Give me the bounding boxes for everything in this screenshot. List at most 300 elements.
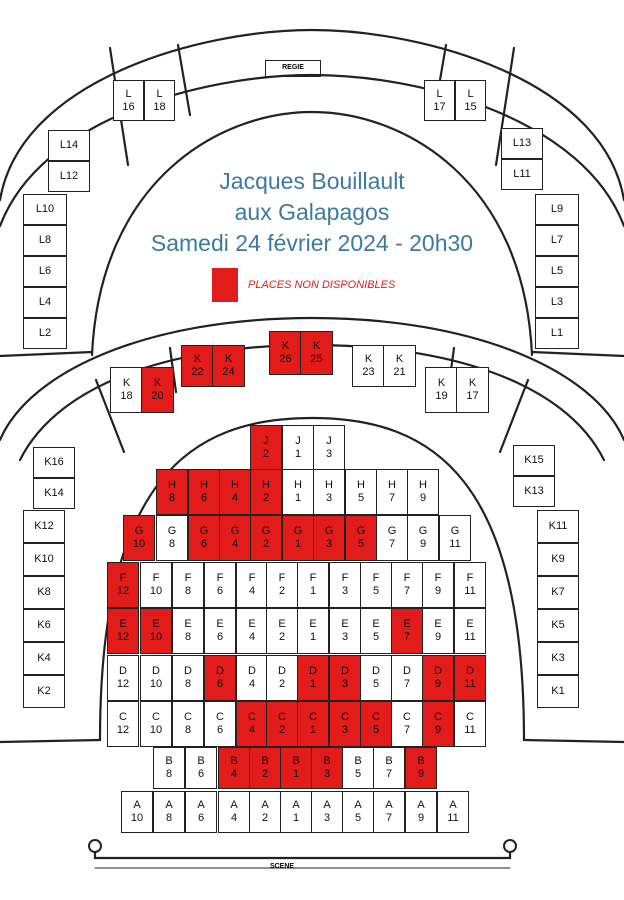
seat-f1[interactable] <box>297 562 329 608</box>
seat-row: D <box>309 665 317 677</box>
seat-number: 6 <box>216 585 224 597</box>
seat-row: F <box>216 572 224 584</box>
seat-l4[interactable] <box>23 287 67 318</box>
seat-g5[interactable] <box>345 515 377 561</box>
seat-h7[interactable] <box>376 469 408 515</box>
legend-label: PLACES NON DISPONIBLES <box>248 279 396 291</box>
seat-row: J <box>326 435 332 447</box>
seat-label: L13 <box>512 137 532 149</box>
seat-a6[interactable] <box>185 791 217 833</box>
seat-k16[interactable] <box>33 447 75 478</box>
seat-number: 11 <box>449 538 461 550</box>
seat-number: 4 <box>230 812 238 824</box>
seat-number: 3 <box>325 538 333 550</box>
seat-g1[interactable] <box>282 515 314 561</box>
seat-number: 11 <box>464 724 476 736</box>
seat-k21[interactable] <box>383 345 416 387</box>
seat-c4[interactable] <box>236 701 268 747</box>
seat-number: 12 <box>116 678 130 690</box>
seat-d3[interactable] <box>329 655 361 701</box>
seat-label: L2 <box>38 327 52 339</box>
seat-row: A <box>292 799 300 811</box>
seat-number: 2 <box>262 448 270 460</box>
seat-number: 7 <box>403 724 411 736</box>
seat-number: 2 <box>278 678 286 690</box>
seat-c9[interactable] <box>422 701 454 747</box>
seat-label: L11 <box>513 168 531 180</box>
seat-row: D <box>152 665 160 677</box>
seat-number: 23 <box>362 366 375 378</box>
seat-k24[interactable] <box>212 345 245 387</box>
seat-c10[interactable] <box>140 701 172 747</box>
seat-number: 9 <box>434 631 442 643</box>
seat-l17[interactable] <box>424 80 455 121</box>
seat-label: L7 <box>550 234 564 246</box>
seat-row: K <box>281 340 290 352</box>
seat-b1[interactable] <box>280 747 312 789</box>
seat-row: B <box>417 755 425 767</box>
seat-number: 4 <box>248 678 256 690</box>
seat-row: K <box>312 340 321 352</box>
seat-b9[interactable] <box>405 747 437 789</box>
seat-row: F <box>278 572 286 584</box>
seat-a8[interactable] <box>153 791 185 833</box>
seat-g6[interactable] <box>188 515 220 561</box>
seat-g8[interactable] <box>156 515 188 561</box>
seat-label: K12 <box>34 520 54 532</box>
seat-row: D <box>341 665 349 677</box>
seat-k7[interactable] <box>537 576 579 609</box>
seat-e1[interactable] <box>297 608 329 654</box>
seat-number: 12 <box>116 631 130 643</box>
seat-row: L <box>436 87 443 100</box>
legend-swatch-unavailable <box>212 268 238 302</box>
seat-label: L1 <box>550 327 564 339</box>
seat-k20[interactable] <box>141 367 174 413</box>
seat-row: F <box>434 572 442 584</box>
seat-e6[interactable] <box>204 608 236 654</box>
seat-label: K16 <box>44 456 64 468</box>
seat-number: 1 <box>292 812 300 824</box>
seat-c7[interactable] <box>391 701 423 747</box>
seat-row: E <box>341 618 349 630</box>
seat-row: H <box>262 479 270 491</box>
seat-number: 22 <box>191 366 204 378</box>
seat-f11[interactable] <box>454 562 486 608</box>
seat-number: 9 <box>417 812 425 824</box>
seat-label: K14 <box>44 487 64 499</box>
seat-b6[interactable] <box>185 747 217 789</box>
seat-d6[interactable] <box>204 655 236 701</box>
seat-l5[interactable] <box>535 256 579 287</box>
seat-c12[interactable] <box>107 701 139 747</box>
seat-number: 2 <box>278 724 286 736</box>
seat-l10[interactable] <box>23 194 67 225</box>
seat-row: K <box>153 377 162 389</box>
seat-c2[interactable] <box>266 701 298 747</box>
seat-number: 1 <box>309 631 317 643</box>
seat-row: L <box>156 87 163 100</box>
seat-k4[interactable] <box>23 642 65 675</box>
seat-c1[interactable] <box>297 701 329 747</box>
seat-f4[interactable] <box>236 562 268 608</box>
seat-l12[interactable] <box>48 161 90 192</box>
seat-number: 7 <box>403 678 411 690</box>
seat-l3[interactable] <box>535 287 579 318</box>
seat-b3[interactable] <box>311 747 343 789</box>
seat-l2[interactable] <box>23 318 67 349</box>
seat-k23[interactable] <box>352 345 385 387</box>
seat-row: G <box>167 525 177 537</box>
seat-label: K4 <box>37 652 51 664</box>
seat-b5[interactable] <box>342 747 374 789</box>
seat-l14[interactable] <box>48 130 90 161</box>
seat-c5[interactable] <box>360 701 392 747</box>
seat-h5[interactable] <box>345 469 377 515</box>
seat-number: 7 <box>403 631 411 643</box>
seat-label: K10 <box>34 553 54 565</box>
seat-number: 5 <box>372 585 380 597</box>
seat-row: H <box>231 479 239 491</box>
seat-h9[interactable] <box>407 469 439 515</box>
seat-number: 17 <box>466 390 479 402</box>
seat-c3[interactable] <box>329 701 361 747</box>
seat-row: B <box>323 755 331 767</box>
seat-number: 9 <box>419 538 427 550</box>
seat-l8[interactable] <box>23 225 67 256</box>
seat-row: C <box>216 711 224 723</box>
seat-c11[interactable] <box>454 701 486 747</box>
seat-row: D <box>403 665 411 677</box>
seat-row: B <box>165 755 173 767</box>
seat-k1[interactable] <box>537 675 579 708</box>
seat-l16[interactable] <box>113 80 144 121</box>
seat-row: H <box>419 479 427 491</box>
seat-row: D <box>119 665 127 677</box>
seat-a7[interactable] <box>373 791 405 833</box>
seat-l18[interactable] <box>144 80 175 121</box>
seat-number: 8 <box>165 768 173 780</box>
seat-number: 2 <box>278 585 286 597</box>
seat-b4[interactable] <box>218 747 250 789</box>
seat-l1[interactable] <box>535 318 579 349</box>
seat-number: 6 <box>197 812 205 824</box>
seat-number: 7 <box>385 768 393 780</box>
seat-number: 20 <box>151 390 164 402</box>
seat-e7[interactable] <box>391 608 423 654</box>
seat-a1[interactable] <box>280 791 312 833</box>
seat-row: L <box>467 87 474 100</box>
seat-row: E <box>184 618 192 630</box>
seat-row: D <box>248 665 256 677</box>
seat-g7[interactable] <box>376 515 408 561</box>
seat-number: 5 <box>357 538 365 550</box>
seat-number: 25 <box>310 353 323 365</box>
seat-f3[interactable] <box>329 562 361 608</box>
seat-row: C <box>309 711 317 723</box>
seat-a4[interactable] <box>218 791 250 833</box>
seat-d10[interactable] <box>140 655 172 701</box>
seat-d1[interactable] <box>297 655 329 701</box>
event-title-line3: Samedi 24 février 2024 - 20h30 <box>150 230 474 256</box>
seat-number: 2 <box>278 631 286 643</box>
seat-a10[interactable] <box>121 791 153 833</box>
seat-number: 12 <box>116 724 130 736</box>
seat-h6[interactable] <box>188 469 220 515</box>
seat-row: F <box>184 572 192 584</box>
seat-k3[interactable] <box>537 642 579 675</box>
seat-f7[interactable] <box>391 562 423 608</box>
seat-k6[interactable] <box>23 609 65 642</box>
seat-label: K6 <box>37 619 51 631</box>
seat-l13[interactable] <box>501 128 543 159</box>
seat-l15[interactable] <box>455 80 486 121</box>
seat-row: A <box>385 799 393 811</box>
seat-row: C <box>434 711 442 723</box>
seat-g11[interactable] <box>439 515 471 561</box>
seat-h3[interactable] <box>313 469 345 515</box>
seat-j1[interactable] <box>282 425 314 471</box>
seat-a5[interactable] <box>342 791 374 833</box>
seat-number: 1 <box>294 492 302 504</box>
seat-row: K <box>364 353 373 365</box>
seat-number: 11 <box>464 585 476 597</box>
seat-label: L9 <box>550 203 564 215</box>
seat-row: G <box>199 525 209 537</box>
seat-h4[interactable] <box>219 469 251 515</box>
seat-row: A <box>417 799 425 811</box>
seat-k2[interactable] <box>23 675 65 708</box>
seat-number: 10 <box>130 812 144 824</box>
seat-k15[interactable] <box>513 445 555 476</box>
seat-f2[interactable] <box>266 562 298 608</box>
seat-label: K1 <box>551 685 565 697</box>
seat-f12[interactable] <box>107 562 139 608</box>
seat-row: E <box>466 618 474 630</box>
seat-number: 10 <box>149 585 163 597</box>
seat-row: E <box>403 618 411 630</box>
seat-g3[interactable] <box>313 515 345 561</box>
seat-e3[interactable] <box>329 608 361 654</box>
seat-l6[interactable] <box>23 256 67 287</box>
seat-number: 21 <box>393 366 406 378</box>
seat-k17[interactable] <box>456 367 489 413</box>
seat-l11[interactable] <box>501 159 543 190</box>
seat-d2[interactable] <box>266 655 298 701</box>
seat-number: 3 <box>341 585 349 597</box>
seat-a3[interactable] <box>311 791 343 833</box>
seat-number: 5 <box>354 768 362 780</box>
seat-number: 15 <box>464 100 477 113</box>
seat-number: 1 <box>309 724 317 736</box>
seat-number: 5 <box>372 724 380 736</box>
seat-label: L4 <box>38 296 52 308</box>
seat-b2[interactable] <box>249 747 281 789</box>
seat-j3[interactable] <box>313 425 345 471</box>
seat-row: E <box>119 618 127 630</box>
seat-h1[interactable] <box>282 469 314 515</box>
seat-number: 8 <box>184 724 192 736</box>
seat-row: A <box>133 799 141 811</box>
seat-number: 3 <box>323 768 331 780</box>
seat-row: G <box>356 525 366 537</box>
seat-k5[interactable] <box>537 609 579 642</box>
seat-row: A <box>449 799 457 811</box>
seat-number: 5 <box>372 678 380 690</box>
seat-number: 11 <box>447 812 459 824</box>
seat-c6[interactable] <box>204 701 236 747</box>
seat-number: 7 <box>385 812 393 824</box>
seat-label: K3 <box>551 652 565 664</box>
seat-f6[interactable] <box>204 562 236 608</box>
seat-row: K <box>437 377 446 389</box>
seat-row: C <box>278 711 286 723</box>
seat-k12[interactable] <box>23 510 65 543</box>
seat-e4[interactable] <box>236 608 268 654</box>
stage-label: SCENE <box>269 863 295 870</box>
seat-number: 6 <box>200 538 208 550</box>
seat-e10[interactable] <box>140 608 172 654</box>
seat-row: F <box>248 572 256 584</box>
seat-number: 24 <box>222 366 235 378</box>
seat-a2[interactable] <box>249 791 281 833</box>
seat-f9[interactable] <box>422 562 454 608</box>
seat-k13[interactable] <box>513 476 555 507</box>
seat-number: 9 <box>434 678 442 690</box>
regie-label: REGIE <box>265 60 321 77</box>
seat-g2[interactable] <box>250 515 282 561</box>
event-title-line1: Jacques Bouillault <box>219 168 405 194</box>
seat-label: L6 <box>38 265 52 277</box>
seat-k25[interactable] <box>300 331 333 375</box>
seat-number: 8 <box>184 631 192 643</box>
seat-k19[interactable] <box>425 367 458 413</box>
seat-a11[interactable] <box>437 791 469 833</box>
seat-row: G <box>324 525 334 537</box>
seat-label: K5 <box>551 619 565 631</box>
seat-number: 9 <box>434 724 442 736</box>
seat-label: K15 <box>524 454 544 466</box>
seat-row: K <box>468 377 477 389</box>
seat-number: 6 <box>200 492 208 504</box>
seat-row: G <box>418 525 428 537</box>
seat-label: L5 <box>550 265 564 277</box>
seat-k10[interactable] <box>23 543 65 576</box>
seat-e11[interactable] <box>454 608 486 654</box>
seat-e9[interactable] <box>422 608 454 654</box>
seat-number: 6 <box>216 678 224 690</box>
seat-number: 8 <box>184 585 192 597</box>
event-title-line2: aux Galapagos <box>234 199 390 225</box>
seat-b8[interactable] <box>153 747 185 789</box>
seat-e8[interactable] <box>172 608 204 654</box>
seat-k9[interactable] <box>537 543 579 576</box>
seat-d12[interactable] <box>107 655 139 701</box>
seat-number: 10 <box>149 724 163 736</box>
seat-h2[interactable] <box>250 469 282 515</box>
seat-number: 5 <box>372 631 380 643</box>
seat-row: E <box>216 618 224 630</box>
seat-h8[interactable] <box>156 469 188 515</box>
seat-row: E <box>152 618 160 630</box>
seat-f10[interactable] <box>140 562 172 608</box>
seat-row: H <box>357 479 365 491</box>
seat-f5[interactable] <box>360 562 392 608</box>
seat-l7[interactable] <box>535 225 579 256</box>
seat-row: C <box>403 711 411 723</box>
seat-row: D <box>278 665 286 677</box>
seat-row: H <box>168 479 176 491</box>
seat-d11[interactable] <box>454 655 486 701</box>
seat-d7[interactable] <box>391 655 423 701</box>
seat-number: 6 <box>197 768 205 780</box>
seat-k14[interactable] <box>33 478 75 509</box>
seat-k8[interactable] <box>23 576 65 609</box>
seat-e2[interactable] <box>266 608 298 654</box>
seat-b7[interactable] <box>373 747 405 789</box>
seat-row: D <box>466 665 474 677</box>
seat-row: L <box>125 87 132 100</box>
seat-g4[interactable] <box>219 515 251 561</box>
seat-e12[interactable] <box>107 608 139 654</box>
seat-k18[interactable] <box>110 367 143 413</box>
seat-g9[interactable] <box>407 515 439 561</box>
seat-number: 2 <box>262 538 270 550</box>
seat-row: K <box>395 353 404 365</box>
seat-number: 1 <box>309 678 317 690</box>
seat-number: 4 <box>230 768 238 780</box>
seat-d9[interactable] <box>422 655 454 701</box>
seat-row: H <box>200 479 208 491</box>
seat-label: K13 <box>524 485 544 497</box>
seat-number: 8 <box>168 492 176 504</box>
seat-number: 6 <box>216 631 224 643</box>
seat-e5[interactable] <box>360 608 392 654</box>
seat-row: E <box>372 618 380 630</box>
seat-row: G <box>261 525 271 537</box>
seat-d4[interactable] <box>236 655 268 701</box>
seat-c8[interactable] <box>172 701 204 747</box>
seat-label: L10 <box>35 203 55 215</box>
seat-number: 18 <box>120 390 133 402</box>
seat-number: 3 <box>341 724 349 736</box>
seat-row: K <box>122 377 131 389</box>
seat-d5[interactable] <box>360 655 392 701</box>
seat-row: F <box>119 572 127 584</box>
seat-row: F <box>309 572 317 584</box>
seat-d8[interactable] <box>172 655 204 701</box>
seat-row: D <box>434 665 442 677</box>
seat-number: 3 <box>323 812 331 824</box>
seat-k11[interactable] <box>537 510 579 543</box>
seat-number: 5 <box>354 812 362 824</box>
seat-j2[interactable] <box>250 425 282 471</box>
seat-label: L12 <box>59 170 79 182</box>
seat-number: 5 <box>357 492 365 504</box>
seat-row: E <box>434 618 442 630</box>
seat-row: E <box>248 618 256 630</box>
seat-k22[interactable] <box>181 345 214 387</box>
seat-number: 2 <box>261 768 269 780</box>
seat-label: L3 <box>550 296 564 308</box>
seat-number: 9 <box>419 492 427 504</box>
seat-f8[interactable] <box>172 562 204 608</box>
seat-g10[interactable] <box>123 515 155 561</box>
seat-l9[interactable] <box>535 194 579 225</box>
seat-number: 10 <box>149 678 163 690</box>
seat-a9[interactable] <box>405 791 437 833</box>
seat-k26[interactable] <box>269 331 302 375</box>
